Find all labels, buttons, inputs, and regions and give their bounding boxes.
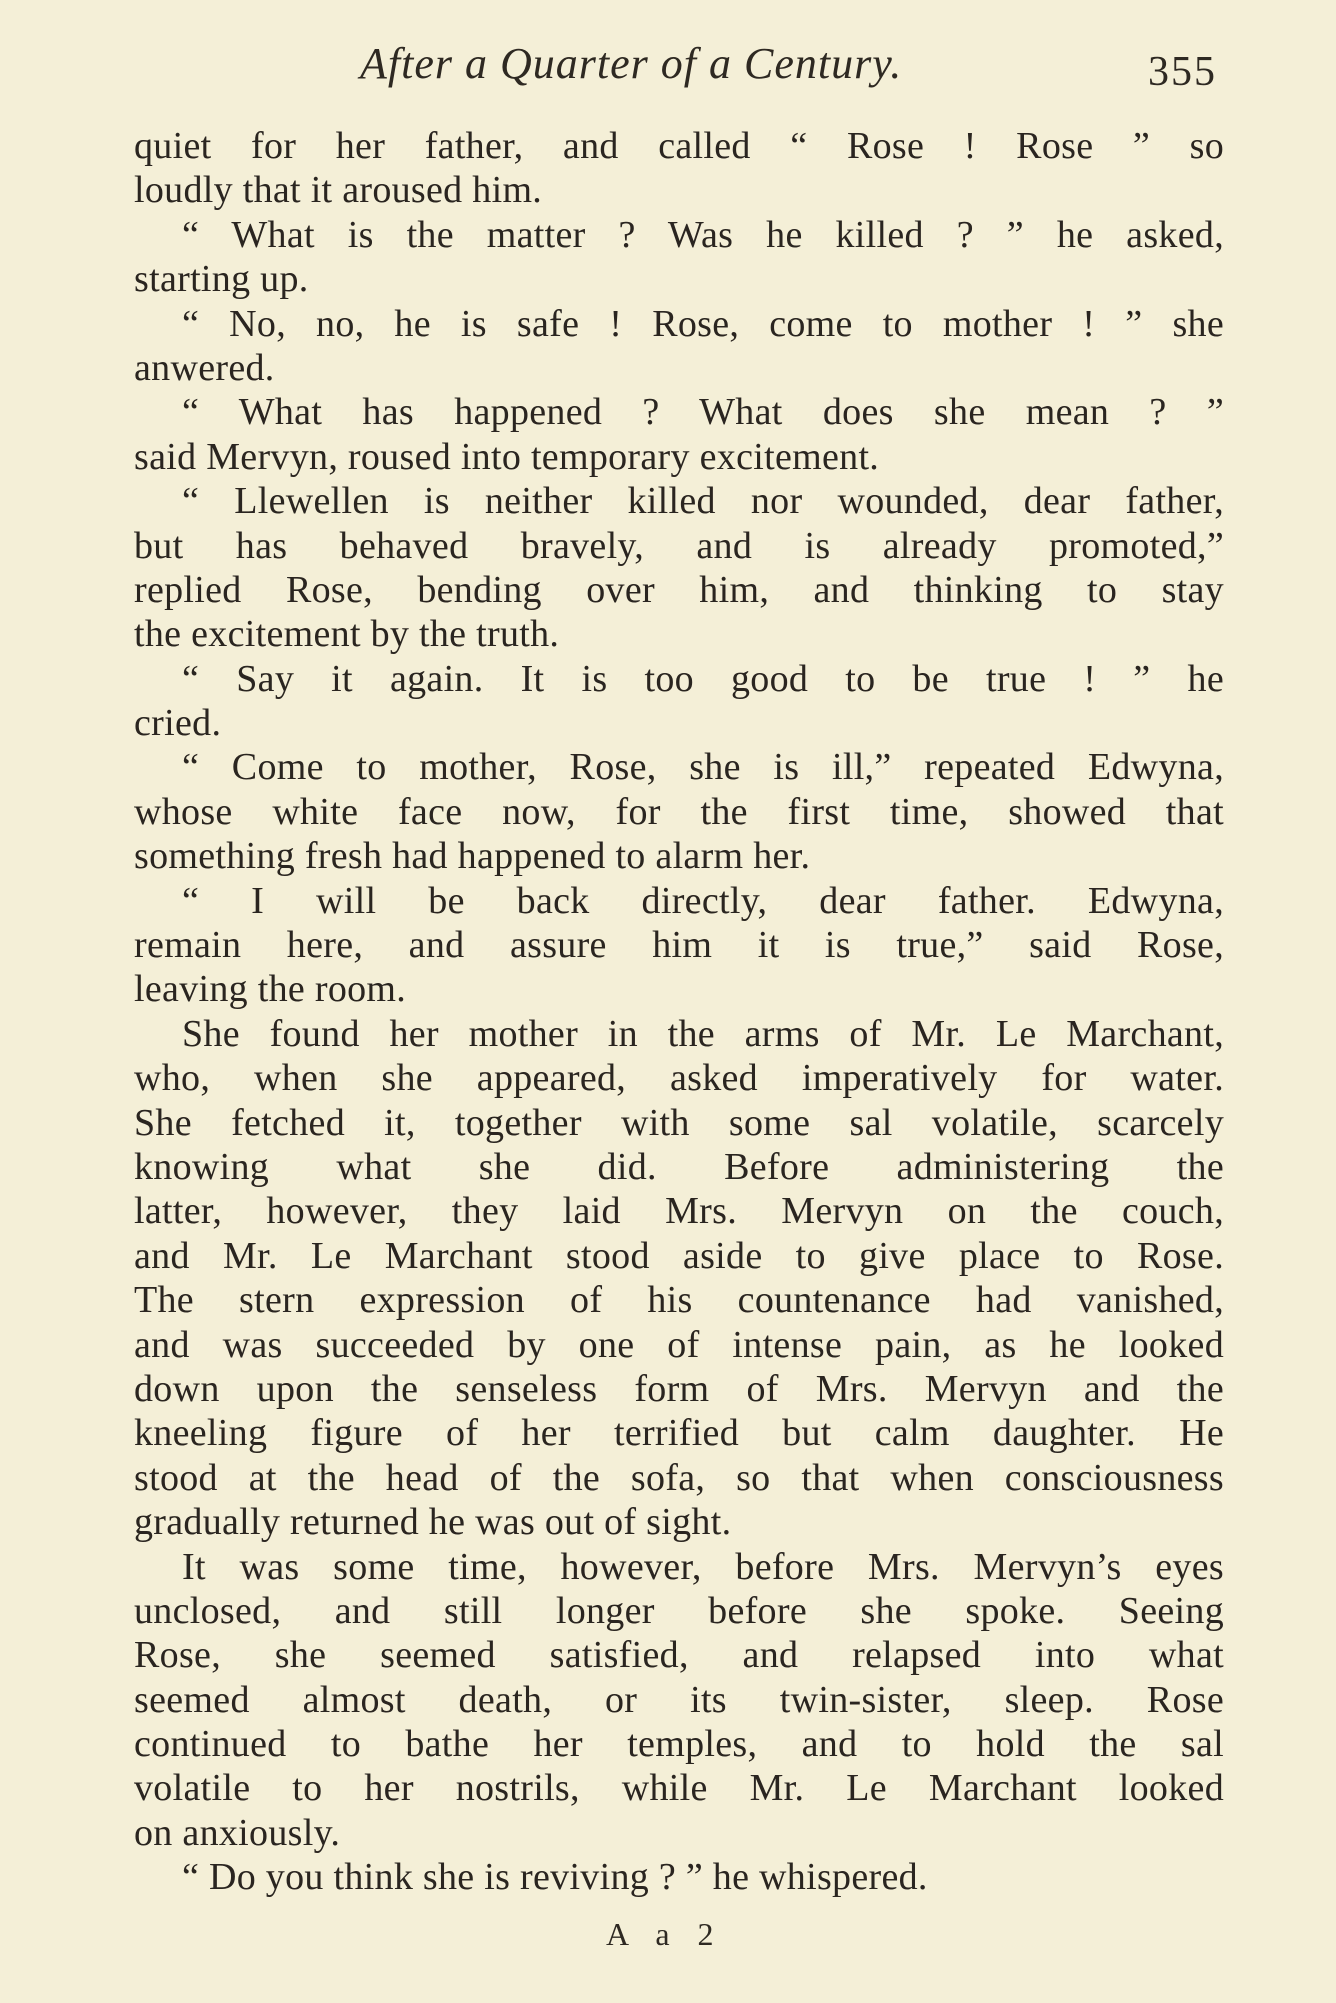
text-line: “ Come to mother, Rose, she is ill,” repeated Edwyna,	[182, 746, 1224, 789]
running-title: After a Quarter of a Century.	[360, 39, 903, 88]
text-line: volatile to her nostrils, while Mr. Le Marchant looked	[134, 1767, 1224, 1810]
text-line: “ What has happened ? What does she mean ? ”	[182, 391, 1224, 434]
text-line: latter, however, they laid Mrs. Mervyn on the couch,	[134, 1190, 1224, 1233]
text-line: It was some time, however, before Mrs. Mervyn’s eyes	[182, 1545, 1224, 1588]
text-line: down upon the senseless form of Mrs. Mervyn and the	[134, 1367, 1224, 1410]
text-line: seemed almost death, or its twin-sister, sleep. Rose	[134, 1678, 1224, 1721]
text-line: “ Say it again. It is too good to be true ! ” he	[182, 657, 1224, 700]
text-line: “ I will be back directly, dear father. Edwyna,	[182, 879, 1224, 922]
text-line: something fresh had happened to alarm her.	[134, 835, 811, 878]
text-line: stood at the head of the sofa, so that when consciousness	[134, 1456, 1224, 1499]
text-line: leaving the room.	[134, 968, 407, 1011]
text-line: said Mervyn, roused into temporary excitement.	[134, 435, 880, 478]
text-line: and Mr. Le Marchant stood aside to give place to Rose.	[134, 1234, 1224, 1277]
text-line: remain here, and assure him it is true,” said Rose,	[134, 924, 1224, 967]
text-line: but has behaved bravely, and is already promoted,”	[134, 524, 1224, 567]
text-line: continued to bathe her temples, and to hold the sal	[134, 1723, 1224, 1766]
text-line: knowing what she did. Before administering the	[134, 1145, 1224, 1188]
text-line: “ Llewellen is neither killed nor wounded, dear father,	[182, 480, 1224, 523]
running-head	[0, 38, 1336, 108]
text-line: cried.	[134, 702, 222, 745]
text-line: unclosed, and still longer before she spoke. Seeing	[134, 1589, 1224, 1632]
text-line: who, when she appeared, asked imperatively for water.	[134, 1057, 1224, 1100]
text-line: whose white face now, for the first time, showed that	[134, 790, 1224, 833]
text-line: the excitement by the truth.	[134, 613, 560, 656]
text-line: Rose, she seemed satisfied, and relapsed into what	[134, 1634, 1224, 1677]
text-line: loudly that it aroused him.	[134, 169, 543, 212]
text-line: starting up.	[134, 258, 309, 301]
text-line: replied Rose, bending over him, and thinking to stay	[134, 568, 1224, 611]
text-line: “ What is the matter ? Was he killed ? ” he asked,	[182, 213, 1224, 256]
text-line: on anxiously.	[134, 1811, 341, 1854]
text-line: “ No, no, he is safe ! Rose, come to mother ! ” she	[182, 302, 1224, 345]
text-line: She fetched it, together with some sal volatile, scarcely	[134, 1101, 1224, 1144]
text-line: She found her mother in the arms of Mr. Le Marchant,	[182, 1012, 1224, 1055]
body-text	[134, 124, 1224, 1900]
text-line: “ Do you think she is reviving ? ” he whispered.	[182, 1856, 928, 1899]
text-line: and was succeeded by one of intense pain, as he looked	[134, 1323, 1224, 1366]
text-line: quiet for her father, and called “ Rose ! Rose ” so	[134, 125, 1224, 167]
text-line: gradually returned he was out of sight.	[134, 1501, 732, 1544]
text-line: kneeling figure of her terrified but calm daughter. He	[134, 1412, 1224, 1455]
text-line: anwered.	[134, 346, 275, 389]
text-line: The stern expression of his countenance had vanished,	[134, 1279, 1224, 1322]
signature-mark: A a 2	[606, 1916, 724, 1952]
page-number: 355	[1148, 49, 1217, 95]
